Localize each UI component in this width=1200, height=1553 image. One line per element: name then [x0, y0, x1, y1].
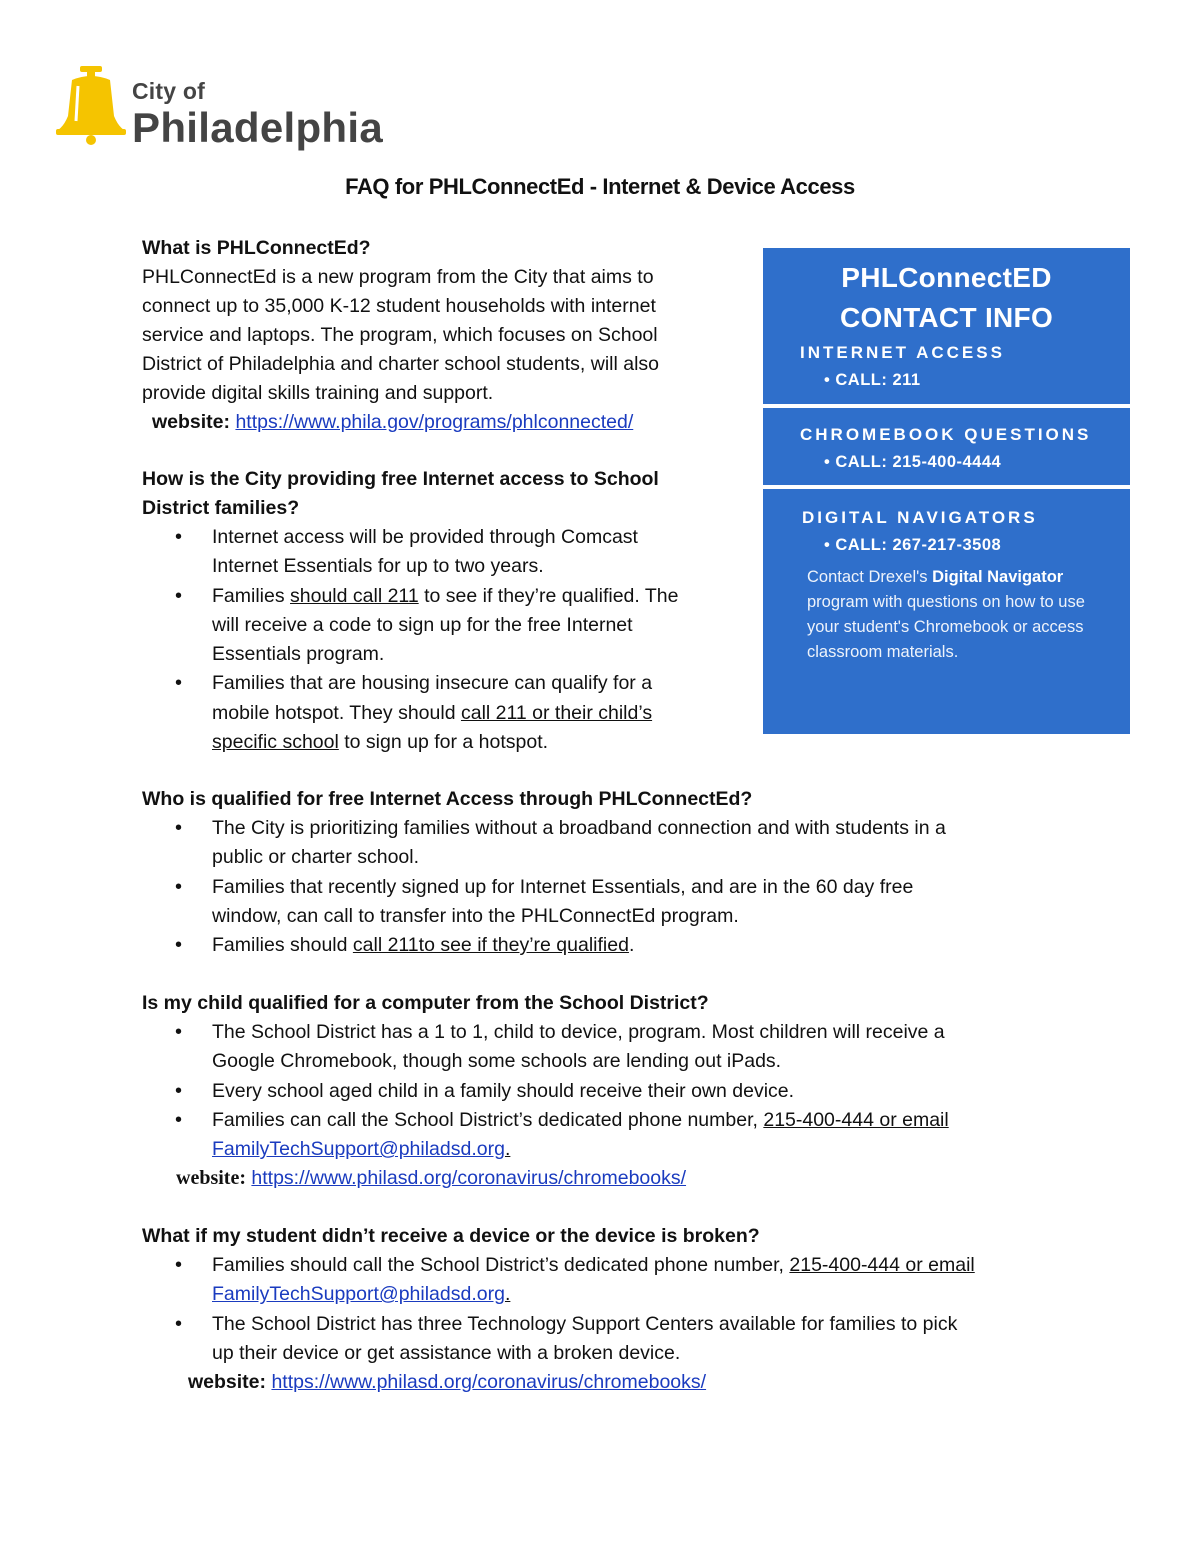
contact-panel-chromebook	[763, 408, 1130, 485]
navigators-note	[763, 559, 1130, 665]
logo-line1: City of	[132, 78, 205, 104]
list-item	[142, 873, 1102, 932]
bullet-text: Internet Essentials for up to two years.	[212, 555, 544, 578]
underlined-text: call 211to see if they’re qualified	[352, 934, 629, 957]
question-what-is: What is PHLConnectEd?	[142, 237, 371, 259]
website-link[interactable]: https://www.philasd.org/coronavirus/chromebooks/	[251, 1167, 687, 1190]
page-title: FAQ for PHLConnectEd - Internet & Device Access	[345, 174, 855, 199]
note-text: Contact Drexel's	[807, 568, 933, 586]
bullet-text: mobile hotspot. They should	[212, 701, 461, 724]
bullet-text: will receive a code to sign up for the free Internet	[212, 613, 633, 636]
bullet-text: Families should	[212, 934, 353, 957]
website-label: website:	[152, 411, 231, 433]
paragraph-line: PHLConnectEd is a new program from the City that aims to	[142, 266, 654, 288]
section-internet-access	[142, 465, 742, 757]
bullet-text: Families	[212, 584, 291, 607]
list-item	[142, 523, 742, 582]
paragraph-line: provide digital skills training and support.	[142, 382, 494, 404]
underlined-text: should call 211	[290, 584, 419, 607]
phone-email-text: 215-400-444 or email	[789, 1254, 975, 1276]
bullet-text: The City is prioritizing families without a broadband connection and with students in a	[212, 817, 946, 839]
website-label: website:	[176, 1167, 246, 1190]
list-item	[142, 582, 742, 670]
website-line	[142, 408, 742, 437]
navigators-heading: DIGITAL NAVIGATORS	[802, 508, 1038, 527]
logo-line2: Philadelphia	[132, 104, 383, 151]
paragraph-line: connect up to 35,000 K-12 student households with internet	[142, 295, 656, 317]
email-link[interactable]: FamilyTechSupport@philadsd.org	[212, 1138, 505, 1161]
question-computer: Is my child qualified for a computer from the School District?	[142, 992, 709, 1014]
list-item	[142, 1310, 1102, 1369]
website-label: website:	[188, 1371, 267, 1394]
list-item	[142, 1077, 1102, 1106]
contact-title-line2: CONTACT INFO	[839, 302, 1054, 333]
email-link[interactable]: FamilyTechSupport@philadsd.org	[212, 1283, 505, 1306]
section-who-qualified	[142, 785, 1102, 960]
bullet-text: to sign up for a hotspot.	[338, 731, 549, 754]
website-line	[142, 1368, 1102, 1397]
list-item	[142, 1018, 1102, 1077]
internet-call: • CALL: 211	[763, 366, 1130, 394]
phone-email-text: 215-400-444 or email	[763, 1108, 949, 1131]
paragraph-line: District of Philadelphia and charter school students, will also	[142, 353, 660, 375]
list-item	[142, 669, 742, 757]
bullet-text: Every school aged child in a family should receive their own device.	[212, 1079, 795, 1102]
website-link[interactable]: https://www.phila.gov/programs/phlconnected/	[235, 411, 634, 433]
contact-panel-navigators	[763, 489, 1130, 734]
liberty-bell-icon	[56, 66, 126, 146]
bullet-list	[142, 523, 742, 757]
section-device-broken	[142, 1222, 1102, 1397]
bullet-text: window, can call to transfer into the PHLConnectEd program.	[212, 904, 739, 927]
section-computer-qualified	[142, 989, 1102, 1193]
section-what-is	[142, 234, 742, 437]
bullet-text: Google Chromebook, though some schools are lending out iPads.	[212, 1050, 782, 1073]
note-bold-text: Digital Navigator	[932, 568, 1064, 586]
chromebook-heading: CHROMEBOOK QUESTIONS	[800, 425, 1092, 444]
bullet-text: .	[504, 1283, 511, 1306]
website-line	[142, 1164, 1102, 1193]
navigators-call: • CALL: 267-217-3508	[763, 531, 1130, 559]
bullet-text: to see if they’re qualified. The	[418, 584, 679, 607]
bullet-text: The School District has a 1 to 1, child to device, program. Most children will receive a	[212, 1021, 945, 1043]
city-logo	[56, 66, 386, 156]
bullet-text: .	[504, 1138, 511, 1161]
bullet-text: public or charter school.	[212, 846, 420, 869]
question-device-broken: What if my student didn’t receive a device or the device is broken?	[142, 1225, 760, 1247]
list-item	[142, 814, 1102, 873]
contact-panel-internet	[763, 248, 1130, 404]
list-item	[142, 1251, 1102, 1310]
website-link[interactable]: https://www.philasd.org/coronavirus/chromebooks/	[271, 1371, 707, 1394]
bullet-list	[142, 1018, 1102, 1164]
chromebook-call: • CALL: 215-400-4444	[763, 448, 1130, 476]
bullet-text: .	[628, 934, 635, 957]
bullet-text: Families that recently signed up for Internet Essentials, and are in the 60 day free	[212, 875, 914, 898]
bullet-text: up their device or get assistance with a broken device.	[212, 1341, 681, 1364]
list-item	[142, 931, 1102, 960]
list-item	[142, 1106, 1102, 1165]
bullet-list	[142, 1251, 1102, 1368]
bullet-text: Families should call the School District’s dedicated phone number,	[212, 1254, 790, 1276]
contact-info-box	[763, 248, 1130, 738]
note-text: program with questions on how to use your student's Chromebook or access classroom materials.	[807, 593, 1085, 661]
bullet-text: The School District has three Technology Support Centers available for families to pick	[212, 1312, 958, 1335]
underlined-text: specific school	[212, 731, 339, 754]
question-line: How is the City providing free Internet access to School	[142, 468, 659, 490]
bullet-text: Families that are housing insecure can qualify for a	[212, 672, 653, 695]
question-line: District families?	[142, 497, 300, 519]
paragraph-line: service and laptops. The program, which focuses on School	[142, 324, 658, 346]
question-who-qualified: Who is qualified for free Internet Access through PHLConnectEd?	[142, 788, 753, 810]
bullet-text: Families can call the School District’s dedicated phone number,	[212, 1108, 764, 1131]
internet-heading: INTERNET ACCESS	[800, 343, 1005, 362]
bullet-list	[142, 814, 1102, 960]
underlined-text: call 211 or their child’s	[460, 701, 653, 724]
bullet-text: Essentials program.	[212, 643, 385, 666]
contact-title-line1: PHLConnectED	[841, 262, 1052, 293]
bullet-text: Internet access will be provided through Comcast	[212, 526, 638, 548]
